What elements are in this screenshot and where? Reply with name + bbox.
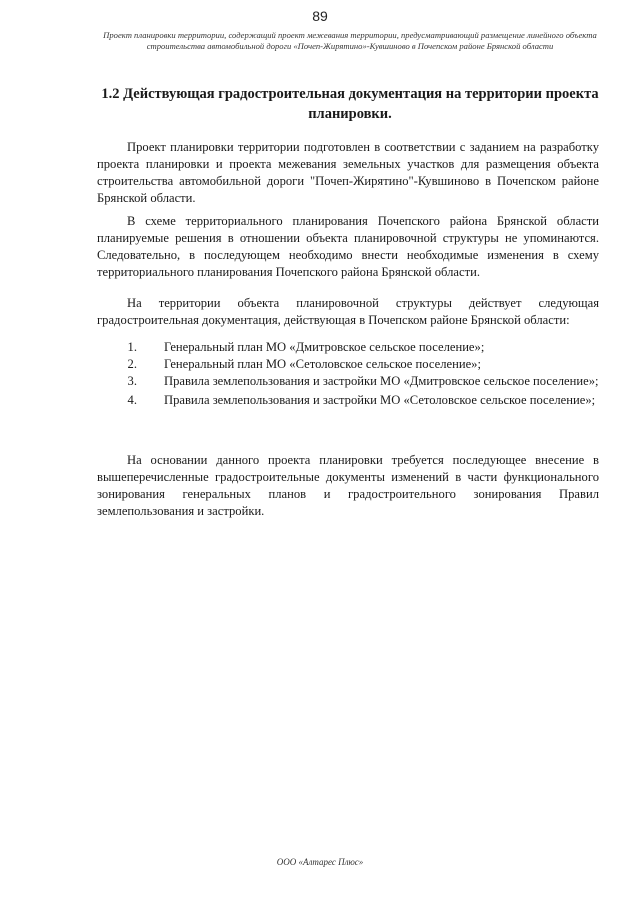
list-item-text: Правила землепользования и застройки МО «Дмитровское сельское поселение»; xyxy=(164,374,599,388)
list-item xyxy=(97,392,599,409)
list-item-number: 2. xyxy=(127,357,137,371)
paragraph-territorial-scheme: В схеме территориального планирования Почепского района Брянской области планируемые решения в отношении объекта планировочной структуры не упоминаются. Следовательно, в последующем необходимо внести необходимые изменения в схему территориального планирования Почепского района Брянской области. xyxy=(97,214,599,279)
paragraph-current-documentation: На территории объекта планировочной структуры действует следующая градостроительная документация, действующая в Почепском районе Брянской области: xyxy=(97,296,599,327)
page-footer: ООО «Алтарес Плюс» xyxy=(276,857,364,867)
list-item-number: 1. xyxy=(127,340,137,354)
list-item-number: 3. xyxy=(127,374,137,388)
documentation-list xyxy=(97,339,599,409)
section-title: 1.2 Действующая градостроительная документация на территории проекта планировки. xyxy=(101,86,599,122)
list-item xyxy=(97,373,599,390)
paragraph-conclusion: На основании данного проекта планировки требуется последующее внесение в вышеперечисленные градостроительные документы изменений в части функционального зонирования генеральных планов и градостроительного зонирования Правил землепользования и застройки. xyxy=(97,453,599,518)
list-item-text: Правила землепользования и застройки МО «Сетоловское сельское поселение»; xyxy=(164,393,596,407)
list-item xyxy=(97,356,599,373)
list-item-text: Генеральный план МО «Дмитровское сельское поселение»; xyxy=(164,340,485,354)
page-number: 89 xyxy=(312,8,328,24)
list-item-text: Генеральный план МО «Сетоловское сельское поселение»; xyxy=(164,357,481,371)
list-item xyxy=(97,339,599,356)
list-item-number: 4. xyxy=(127,393,137,407)
running-header: Проект планировки территории, содержащий проект межевания территории, предусматривающий размещение линейного объекта строительства автомобильной дороги «Почеп-Жирятино»-Кувшиново в Почепском районе Брянской области xyxy=(103,30,597,51)
paragraph-basis: Проект планировки территории подготовлен в соответствии с заданием на разработку проекта планировки и проекта межевания земельных участков для размещения объекта строительства автомобильной дороги "Почеп-Жирятино"-Кувшиново в Почепском районе Брянской области. xyxy=(97,140,599,205)
